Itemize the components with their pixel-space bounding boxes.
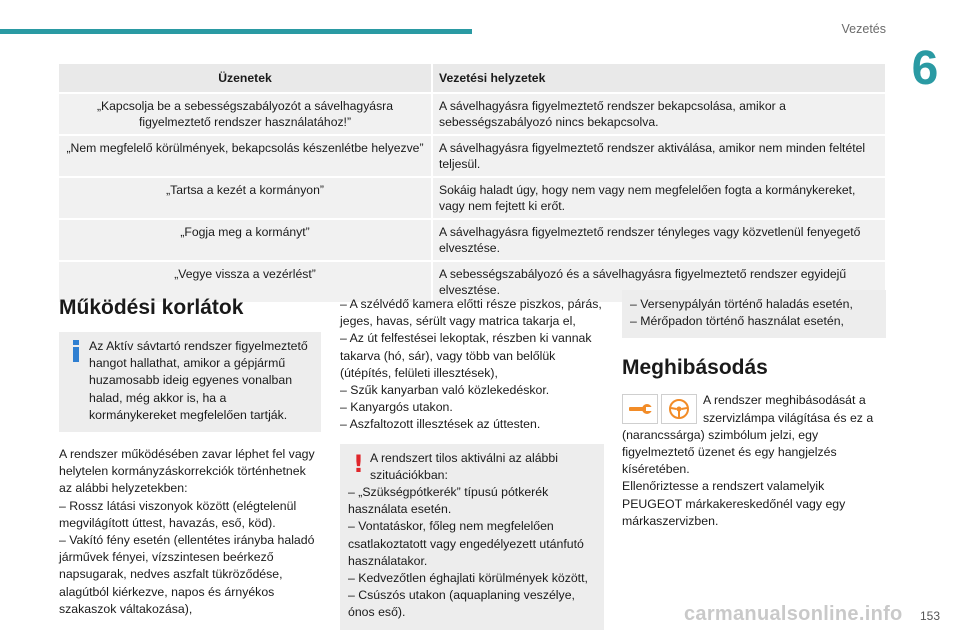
table-cell-message: „Kapcsolja be a sebességszabályozót a sávelhagyásra figyelmeztető rendszer használatához!” [59, 93, 432, 135]
list-item: – Aszfaltozott illesztések az úttesten. [340, 417, 541, 432]
list-item: – Mérőpadon történő használat esetén, [630, 314, 844, 329]
list-item: – Kanyargós utakon. [340, 400, 453, 415]
header-accent-bar [0, 29, 472, 34]
wrench-icon [622, 394, 658, 424]
list-item: – Szűk kanyarban való közlekedéskor. [340, 383, 550, 398]
table-cell-situation: A sávelhagyásra figyelmeztető rendszer tényleges vagy közvetlenül fenyegető elvesztése. [432, 219, 885, 261]
table-cell-situation: A sebességszabályozó és a sávelhagyásra figyelmeztető rendszer egyidejű elvesztése. [432, 261, 885, 302]
warning-box [340, 444, 604, 630]
table-header-row [59, 64, 885, 93]
warning-icon: ! [353, 449, 364, 478]
steering-wheel-icon [661, 394, 697, 424]
column-left [59, 296, 321, 618]
page-number: 153 [919, 609, 940, 623]
continued-list-box [622, 290, 886, 338]
watermark: carmanualsonline.info [684, 603, 903, 625]
limits-intro: A rendszer működésében zavar léphet fel vagy helytelen kormányzáskorrekciók történhetnek az alábbi helyzetekben: [59, 447, 315, 496]
info-icon [69, 340, 83, 362]
table-row [59, 177, 885, 219]
table-header-situations: Vezetési helyzetek [432, 64, 885, 93]
column-right [622, 290, 886, 530]
list-item: – A szélvédő kamera előtti része piszkos, párás, jeges, havas, sérült vagy matrica takarja el, [340, 297, 602, 329]
table-cell-message: „Fogja meg a kormányt” [59, 219, 432, 261]
table-cell-message: „Nem megfelelő körülmények, bekapcsolás készenlétbe helyezve” [59, 135, 432, 177]
messages-table [59, 64, 885, 302]
table-cell-message: „Tartsa a kezét a kormányon” [59, 177, 432, 219]
table-header-messages: Üzenetek [59, 64, 432, 93]
info-box [59, 332, 321, 432]
list-item: – „Szükségpótkerék” típusú pótkerék használata esetén. [348, 485, 549, 517]
fault-heading: Meghibásodás [622, 356, 768, 380]
column-middle [340, 296, 604, 630]
info-text: Az Aktív sávtartó rendszer figyelmeztető hangot hallathat, amikor a gépjármű huzamosabb ideig egyenes vonalban halad, még akkor is, ha a kormánykereket megfelelően tartják. [89, 339, 308, 422]
table-row [59, 93, 885, 135]
section-title: Vezetés [841, 22, 886, 36]
table-row [59, 135, 885, 177]
list-item: – Rossz látási viszonyok között (elégtelenül megvilágított úttest, havazás, eső, köd). [59, 498, 297, 530]
list-item: – Csúszós utakon (aquaplaning veszélye, ónos eső). [348, 588, 575, 620]
fault-icons [622, 394, 697, 424]
table-cell-situation: A sávelhagyásra figyelmeztető rendszer bekapcsolása, amikor a sebességszabályozó nincs bekapcsolva. [432, 93, 885, 135]
list-item: – Vontatáskor, főleg nem megfelelően csatlakoztatott vagy engedélyezett utánfutó használatakor. [348, 519, 584, 568]
table-cell-message: „Vegye vissza a vezérlést” [59, 261, 432, 302]
list-item: – Az út felfestései lekoptak, részben ki vannak takarva (hó, sár), vagy több van belőlük (útépítés, felületi illesztések), [340, 331, 592, 380]
fault-advice: Ellenőriztesse a rendszert valamelyik PEUGEOT márkakereskedőnél vagy egy márkaszervizben. [622, 479, 846, 528]
list-item: – Versenypályán történő haladás esetén, [630, 297, 853, 311]
table-cell-situation: Sokáig haladt úgy, hogy nem vagy nem megfelelően fogta a kormánykereket, vagy nem fejtett ki erőt. [432, 177, 885, 219]
fault-text: A rendszer meghibásodását a szervizlámpa világítása és ez a (narancssárga) szimbólum jelzi, egy figyelmeztető üzenet és egy hangjelzés kíséretében. [622, 393, 874, 477]
chapter-number: 6 [890, 38, 960, 100]
list-item: – Kedvezőtlen éghajlati körülmények között, [348, 571, 588, 586]
limits-heading: Működési korlátok [59, 296, 244, 319]
table-row [59, 219, 885, 261]
list-item: – Vakító fény esetén (ellentétes irányba haladó járművek fényei, vízszintesen beérkező napsugarak, nedves aszfalt tükröződése, alagútból kiérkezve, napos és árnyékos szakaszok váltakozása), [59, 533, 315, 616]
warning-text: A rendszert tilos aktiválni az alábbi szituációkban: [370, 450, 558, 482]
table-cell-situation: A sávelhagyásra figyelmeztető rendszer aktiválása, amikor nem minden feltétel teljesül. [432, 135, 885, 177]
